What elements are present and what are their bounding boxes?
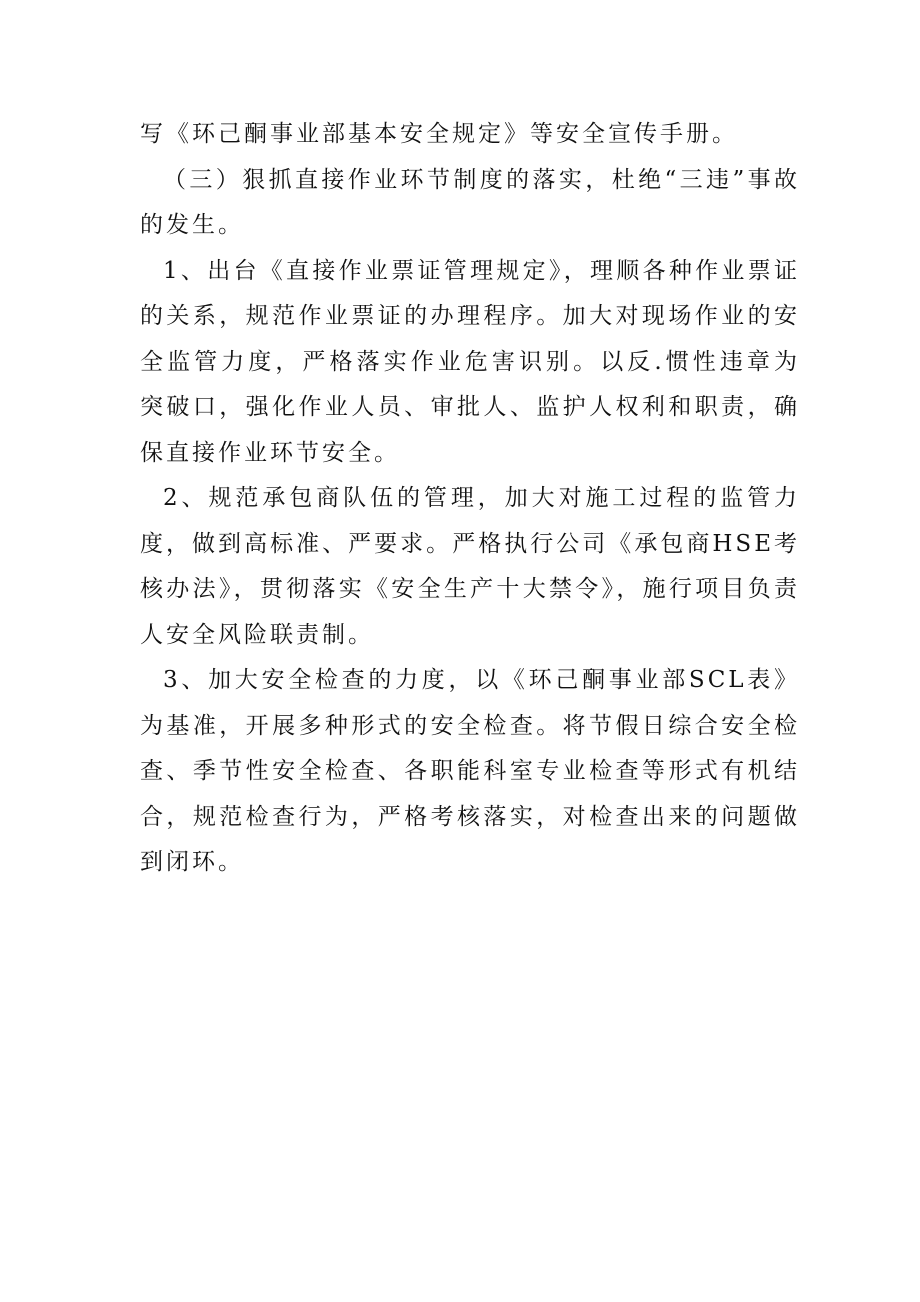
paragraph-item-1: 1、出台《直接作业票证管理规定》，理顺各种作业票证的关系，规范作业票证的办理程序。加大对现场作业的安全监管力度，严格落实作业危害识别。以反.惯性违章为突破口，强化作业人员、审批人、监护人权利和职责，确保直接作业环节安全。 — [140, 257, 800, 466]
paragraph-item-2: 2、规范承包商队伍的管理，加大对施工过程的监管力度，做到高标准、严要求。严格执行公司《承包商HSE考核办法》，贯彻落实《安全生产十大禁令》，施行项目负责人安全风险联责制。 — [140, 485, 800, 648]
document-body — [140, 112, 800, 886]
paragraph-continuation: 写《环己酮事业部基本安全规定》等安全宣传手册。 — [140, 121, 738, 147]
paragraph-section-heading: （三）狠抓直接作业环节制度的落实，杜绝“三违”事故的发生。 — [140, 166, 800, 238]
paragraph-item-3: 3、加大安全检查的力度，以《环己酮事业部SCL表》为基准，开展多种形式的安全检查。将节假日综合安全检查、季节性安全检查、各职能科室专业检查等形式有机结合，规范检查行为，严格考核落实，对检查出来的问题做到闭环。 — [140, 667, 800, 875]
